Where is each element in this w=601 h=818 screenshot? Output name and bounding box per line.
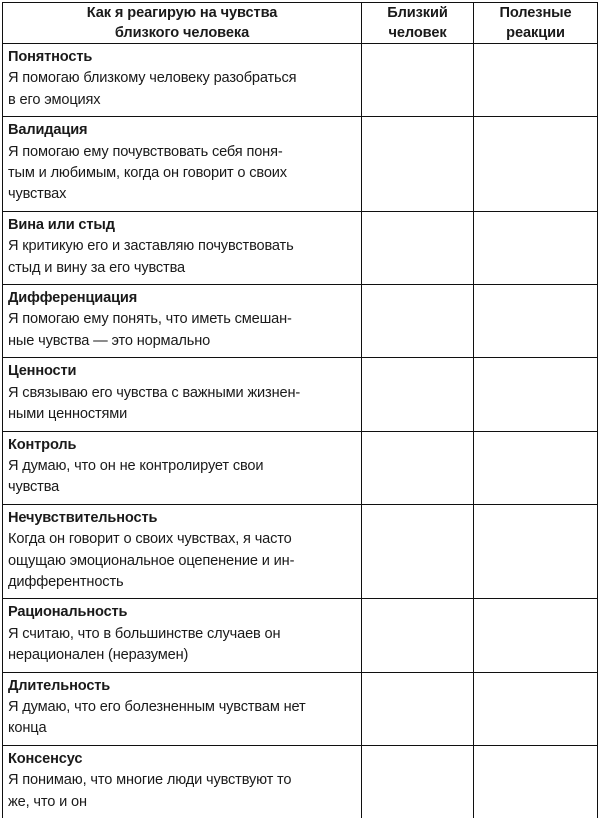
table-row [3, 672, 598, 745]
helpful-reactions-answer-cell[interactable] [474, 431, 598, 504]
column-header-close-person [362, 3, 474, 44]
statement-description-line: тым и любимым, когда он говорит о своих [8, 163, 353, 184]
column-header-statement-line-1: Как я реагирую на чувства [13, 3, 351, 23]
statement-description-line: ными ценностями [8, 404, 353, 425]
statement-title: Рациональность [8, 602, 353, 623]
close-person-answer-cell[interactable] [362, 358, 474, 431]
statement-title: Консенсус [8, 749, 353, 770]
statement-description-line: в его эмоциях [8, 90, 353, 111]
statement-description-line: Я помогаю близкому человеку разобраться [8, 68, 353, 89]
statement-description-line: Я думаю, что он не контролирует свои [8, 456, 353, 477]
statement-cell [3, 44, 362, 117]
statement-description [8, 309, 353, 352]
column-header-statement [3, 3, 362, 44]
helpful-reactions-answer-cell[interactable] [474, 504, 598, 599]
statement-cell [3, 431, 362, 504]
statement-cell [3, 745, 362, 818]
helpful-reactions-answer-cell[interactable] [474, 285, 598, 358]
statement-description [8, 142, 353, 206]
statement-description-line: Я критикую его и заставляю почувствовать [8, 236, 353, 257]
statement-description-line: чувствах [8, 184, 353, 205]
helpful-reactions-answer-cell[interactable] [474, 44, 598, 117]
statement-description-line: нерационален (неразумен) [8, 645, 353, 666]
statement-description-line: Я понимаю, что многие люди чувствуют то [8, 770, 353, 791]
close-person-answer-cell[interactable] [362, 211, 474, 284]
statement-cell [3, 211, 362, 284]
close-person-answer-cell[interactable] [362, 672, 474, 745]
statement-title: Ценности [8, 361, 353, 382]
statement-description [8, 236, 353, 279]
close-person-answer-cell[interactable] [362, 44, 474, 117]
statement-description-line: чувства [8, 477, 353, 498]
statement-title: Контроль [8, 435, 353, 456]
column-header-close-person-line-2: человек [362, 23, 473, 43]
helpful-reactions-answer-cell[interactable] [474, 358, 598, 431]
statement-description-line: Когда он говорит о своих чувствах, я часто [8, 529, 353, 550]
statement-description-line: Я думаю, что его болезненным чувствам нет [8, 697, 353, 718]
statement-description-line: Я считаю, что в большинстве случаев он [8, 624, 353, 645]
close-person-answer-cell[interactable] [362, 599, 474, 672]
statement-title: Вина или стыд [8, 215, 353, 236]
column-header-statement-line-2: близкого человека [13, 23, 351, 43]
statement-title: Дифференциация [8, 288, 353, 309]
statement-description-line: Я помогаю ему почувствовать себя поня- [8, 142, 353, 163]
table-row [3, 745, 598, 818]
statement-description-line: стыд и вину за его чувства [8, 258, 353, 279]
statement-title: Понятность [8, 47, 353, 68]
close-person-answer-cell[interactable] [362, 745, 474, 818]
worksheet-sheet [2, 2, 597, 818]
statement-title: Валидация [8, 120, 353, 141]
reactions-worksheet-table [2, 2, 598, 818]
close-person-answer-cell[interactable] [362, 285, 474, 358]
statement-description-line: ные чувства — это нормально [8, 331, 353, 352]
column-header-helpful-reactions [474, 3, 598, 44]
statement-title: Длительность [8, 676, 353, 697]
table-row [3, 285, 598, 358]
statement-description-line: же, что и он [8, 792, 353, 813]
statement-description [8, 456, 353, 499]
helpful-reactions-answer-cell[interactable] [474, 672, 598, 745]
statement-description-line: ощущаю эмоциональное оцепенение и ин- [8, 551, 353, 572]
statement-cell [3, 672, 362, 745]
helpful-reactions-answer-cell[interactable] [474, 599, 598, 672]
column-header-close-person-line-1: Близкий [362, 3, 473, 23]
statement-title: Нечувствительность [8, 508, 353, 529]
column-header-helpful-reactions-line-2: реакции [474, 23, 597, 43]
table-row [3, 599, 598, 672]
header-row [3, 3, 598, 44]
table-header [3, 3, 598, 44]
helpful-reactions-answer-cell[interactable] [474, 117, 598, 212]
statement-cell [3, 358, 362, 431]
table-row [3, 44, 598, 117]
statement-description [8, 68, 353, 111]
statement-description [8, 697, 353, 740]
statement-description-line: Я связываю его чувства с важными жизнен- [8, 383, 353, 404]
statement-description-line: конца [8, 718, 353, 739]
statement-description-line: дифферентность [8, 572, 353, 593]
table-row [3, 211, 598, 284]
close-person-answer-cell[interactable] [362, 504, 474, 599]
statement-cell [3, 504, 362, 599]
table-body [3, 44, 598, 818]
statement-description-line: Я помогаю ему понять, что иметь смешан- [8, 309, 353, 330]
statement-description [8, 529, 353, 593]
column-header-helpful-reactions-line-1: Полезные [474, 3, 597, 23]
table-row [3, 504, 598, 599]
helpful-reactions-answer-cell[interactable] [474, 211, 598, 284]
close-person-answer-cell[interactable] [362, 117, 474, 212]
helpful-reactions-answer-cell[interactable] [474, 745, 598, 818]
statement-cell [3, 285, 362, 358]
statement-description [8, 383, 353, 426]
statement-description [8, 770, 353, 813]
table-row [3, 117, 598, 212]
statement-description [8, 624, 353, 667]
table-row [3, 358, 598, 431]
close-person-answer-cell[interactable] [362, 431, 474, 504]
statement-cell [3, 117, 362, 212]
statement-cell [3, 599, 362, 672]
table-row [3, 431, 598, 504]
